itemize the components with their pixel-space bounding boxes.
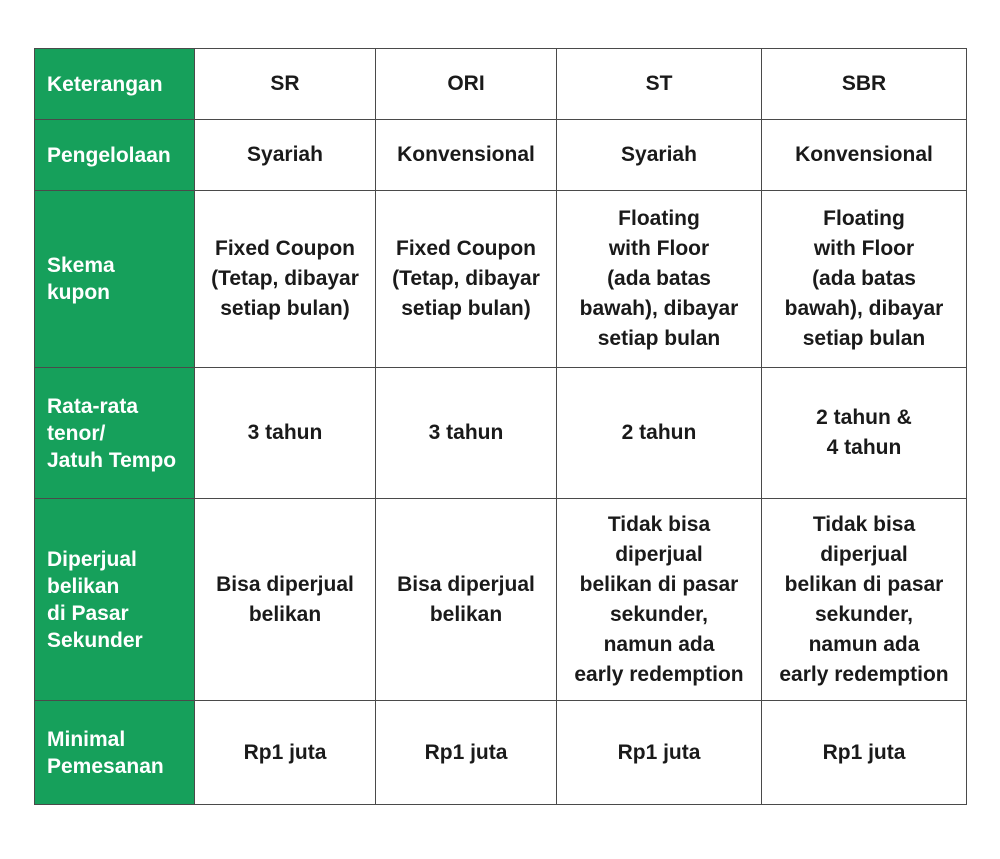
table-cell: Rp1 juta [557, 701, 762, 805]
table-header-row [35, 49, 967, 120]
column-header-sbr: SBR [762, 49, 967, 120]
table-cell: Tidak bisa diperjual belikan di pasar sekunder, namun ada early redemption [762, 499, 967, 701]
table-row-minimal-pemesanan [35, 701, 967, 805]
header-keterangan: Keterangan [35, 49, 195, 120]
table-row-pengelolaan [35, 120, 967, 191]
column-header-sr: SR [195, 49, 376, 120]
table-cell: 2 tahun & 4 tahun [762, 368, 967, 499]
row-label-minimal-pemesanan: Minimal Pemesanan [35, 701, 195, 805]
column-header-st: ST [557, 49, 762, 120]
row-label-pasar-sekunder: Diperjual belikan di Pasar Sekunder [35, 499, 195, 701]
column-header-ori: ORI [376, 49, 557, 120]
row-label-tenor: Rata-rata tenor/ Jatuh Tempo [35, 368, 195, 499]
table-row-pasar-sekunder [35, 499, 967, 701]
table-cell: Konvensional [762, 120, 967, 191]
table-cell: 2 tahun [557, 368, 762, 499]
table-cell: 3 tahun [195, 368, 376, 499]
table-cell: Konvensional [376, 120, 557, 191]
table-cell: 3 tahun [376, 368, 557, 499]
table-row-tenor [35, 368, 967, 499]
table-cell: Rp1 juta [195, 701, 376, 805]
comparison-table [34, 48, 967, 805]
row-label-pengelolaan: Pengelolaan [35, 120, 195, 191]
table-cell: Fixed Coupon (Tetap, dibayar setiap bulan) [195, 191, 376, 368]
table-cell: Fixed Coupon (Tetap, dibayar setiap bulan) [376, 191, 557, 368]
table-cell: Floating with Floor (ada batas bawah), dibayar setiap bulan [762, 191, 967, 368]
table-cell: Syariah [557, 120, 762, 191]
table-cell: Bisa diperjual belikan [376, 499, 557, 701]
table-cell: Floating with Floor (ada batas bawah), dibayar setiap bulan [557, 191, 762, 368]
table-cell: Rp1 juta [762, 701, 967, 805]
table-row-skema-kupon [35, 191, 967, 368]
row-label-skema-kupon: Skema kupon [35, 191, 195, 368]
table-cell: Bisa diperjual belikan [195, 499, 376, 701]
table-cell: Tidak bisa diperjual belikan di pasar sekunder, namun ada early redemption [557, 499, 762, 701]
table-cell: Rp1 juta [376, 701, 557, 805]
table-cell: Syariah [195, 120, 376, 191]
